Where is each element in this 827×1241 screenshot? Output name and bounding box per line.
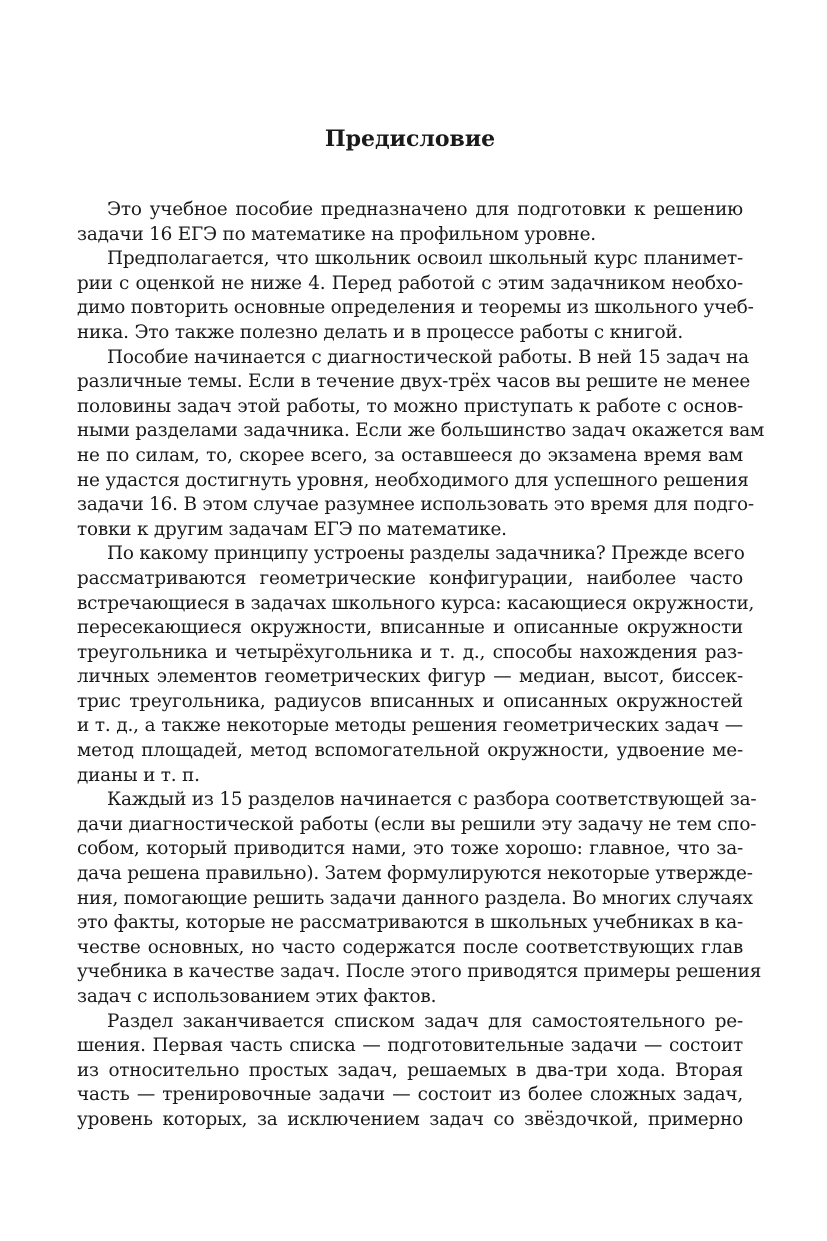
text-line: трис треугольника, радиусов вписанных и описанных окружностей — [77, 690, 743, 712]
text-line: не по силам, то, скорее всего, за оставшееся до экзамена время вам — [77, 444, 743, 466]
page-title: Предисловие — [324, 126, 496, 152]
text-line: Каждый из 15 разделов начинается с разбора соответствующей за- — [107, 789, 757, 811]
text-line: товки к другим задачам ЕГЭ по математике. — [77, 518, 507, 540]
text-line: Раздел заканчивается списком задач для самостоятельного ре- — [107, 1010, 743, 1032]
text-line: ника. Это также полезно делать и в процессе работы с книгой. — [77, 321, 684, 343]
text-line: димо повторить основные определения и теоремы из школьного учеб- — [77, 297, 754, 319]
paragraph — [77, 542, 755, 788]
text-line: ными разделами задачника. Если же большинство задач окажется вам — [77, 420, 765, 442]
text-line: шения. Первая часть списка — подготовительные задачи — состоит — [77, 1035, 743, 1057]
text-line: часть — тренировочные задачи — состоит из более сложных задач, — [77, 1084, 743, 1106]
text-line: рассматриваются геометрические конфигурации, наиболее часто — [77, 567, 743, 589]
text-line: задачи 16. В этом случае разумнее использовать это время для подго- — [77, 494, 754, 516]
paragraph — [77, 346, 765, 543]
text-line: Предполагается, что школьник освоил школьный курс планимет- — [107, 248, 743, 270]
body-text — [77, 198, 765, 1133]
text-line: рии с оценкой не ниже 4. Перед работой с этим задачником необхо- — [77, 272, 743, 294]
text-line: половины задач этой работы, то можно приступать к работе с основ- — [77, 395, 743, 417]
paragraph — [77, 1010, 743, 1133]
text-line: задачи 16 ЕГЭ по математике на профильном уровне. — [77, 223, 596, 245]
text-line: различные темы. Если в течение двух-трёх часов вы решите не менее — [77, 371, 751, 393]
text-line: личных элементов геометрических фигур — медиан, высот, биссек- — [77, 666, 743, 688]
text-line: дача решена правильно). Затем формулируются некоторые утвержде- — [77, 863, 753, 885]
text-line: из относительно простых задач, решаемых в два-три хода. Вторая — [77, 1059, 743, 1081]
text-line: дачи диагностической работы (если вы решили эту задачу не тем спо- — [77, 813, 757, 835]
text-line: честве основных, но часто содержатся после соответствующих глав — [77, 936, 743, 958]
text-line: это факты, которые не рассматриваются в школьных учебниках в ка- — [77, 912, 743, 934]
text-line: метод площадей, метод вспомогательной окружности, удвоение ме- — [77, 740, 743, 762]
text-line: По какому принципу устроены разделы задачника? Прежде всего — [107, 543, 745, 565]
text-line: Пособие начинается с диагностической работы. В ней 15 задач на — [107, 346, 749, 368]
text-line: задач с использованием этих фактов. — [77, 986, 437, 1007]
text-line: собом, который приводится нами, это тоже хорошо: главное, что за- — [77, 838, 743, 860]
paragraph — [77, 788, 762, 1009]
text-line: Это учебное пособие предназначено для подготовки к решению — [107, 199, 743, 220]
text-line: и т. д., а также некоторые методы решения геометрических задач — — [77, 715, 743, 737]
text-line: не удастся достигнуть уровня, необходимого для успешного решения — [77, 469, 749, 491]
paragraph — [77, 247, 754, 345]
text-line: встречающиеся в задачах школьного курса: касающиеся окружности, — [77, 592, 755, 614]
paragraph — [77, 198, 743, 247]
text-line: треугольника и четырёхугольника и т. д., способы нахождения раз- — [77, 641, 743, 663]
text-line: дианы и т. п. — [77, 764, 200, 786]
text-line: уровень которых, за исключением задач со звёздочкой, примерно — [77, 1108, 743, 1130]
text-line: учебника в качестве задач. После этого приводятся примеры решения — [77, 961, 762, 983]
text-line: пересекающиеся окружности, вписанные и описанные окружности — [77, 617, 743, 639]
text-line: ния, помогающие решить задачи данного раздела. Во многих случаях — [77, 887, 753, 909]
